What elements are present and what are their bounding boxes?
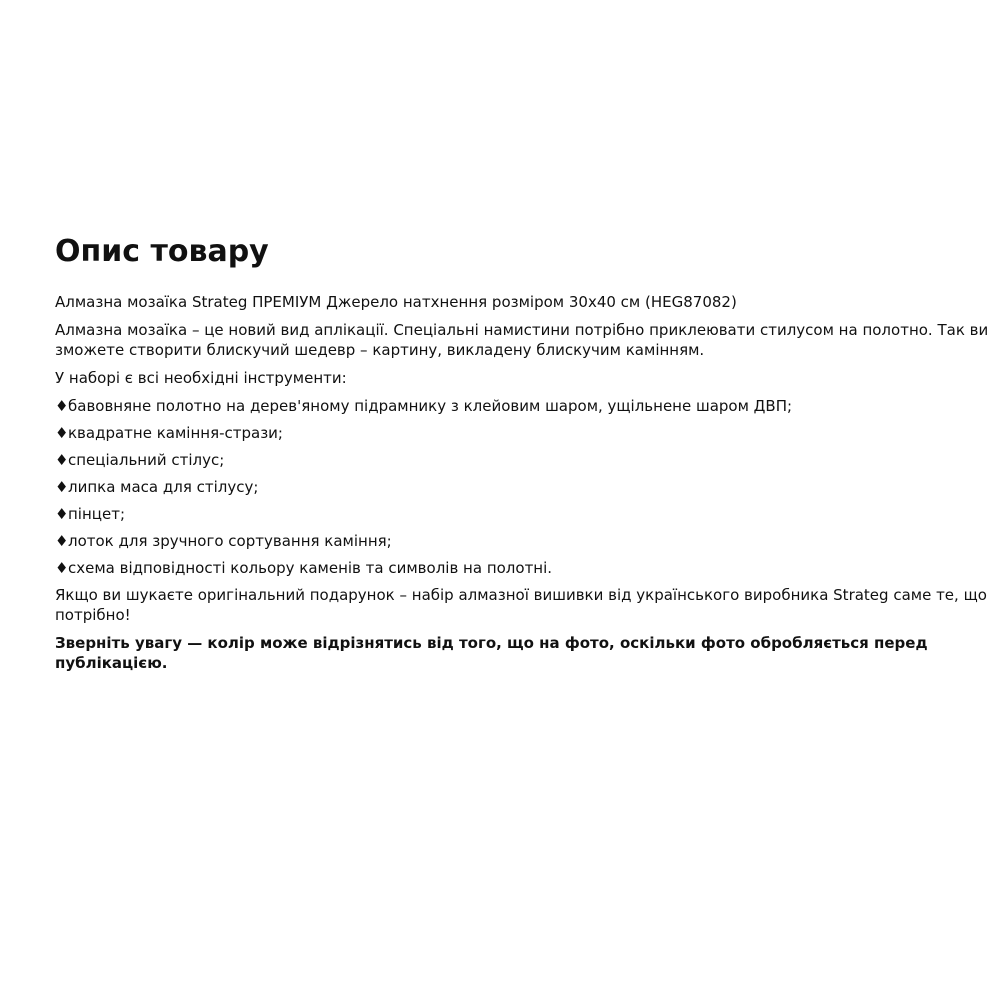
kit-heading: У наборі є всі необхідні інструменти: <box>55 369 347 387</box>
list-item <box>55 504 990 524</box>
diamond-bullet-icon: ♦ <box>55 424 69 442</box>
product-description <box>55 232 990 681</box>
page-title: Опис товару <box>55 234 269 269</box>
closing-paragraph: Якщо ви шукаєте оригінальний подарунок – набір алмазної вишивки від українського виробника Strateg саме те, що потрібно! <box>55 586 987 624</box>
list-item-text: спеціальний стілус; <box>68 451 225 469</box>
intro-paragraph: Алмазна мозаїка – це новий вид аплікації. Спеціальні намистини потрібно приклеювати стилусом на полотно. Так ви зможете створити блискучий шедевр – картину, викладену блискучим камінням. <box>55 321 989 359</box>
list-item <box>55 531 990 551</box>
list-item <box>55 450 990 470</box>
diamond-bullet-icon: ♦ <box>55 559 69 577</box>
list-item-text: пінцет; <box>68 505 126 523</box>
diamond-bullet-icon: ♦ <box>55 451 69 469</box>
diamond-bullet-icon: ♦ <box>55 505 69 523</box>
kit-list <box>55 396 990 578</box>
list-item-text: липка маса для стілусу; <box>68 478 259 496</box>
list-item-text: бавовняне полотно на дерев'яному підрамнику з клейовим шаром, ущільнене шаром ДВП; <box>68 397 793 415</box>
list-item <box>55 558 990 578</box>
list-item-text: схема відповідності кольору каменів та символів на полотні. <box>68 559 553 577</box>
list-item <box>55 396 990 416</box>
list-item-text: лоток для зручного сортування каміння; <box>68 532 392 550</box>
list-item <box>55 477 990 497</box>
list-item <box>55 423 990 443</box>
product-line: Алмазна мозаїка Strateg ПРЕМІУМ Джерело натхнення розміром 30х40 см (HEG87082) <box>55 293 737 311</box>
color-notice: Зверніть увагу — колір може відрізнятись від того, що на фото, оскільки фото обробляється перед публікацією. <box>55 634 928 672</box>
diamond-bullet-icon: ♦ <box>55 532 69 550</box>
diamond-bullet-icon: ♦ <box>55 478 69 496</box>
diamond-bullet-icon: ♦ <box>55 397 69 415</box>
list-item-text: квадратне каміння-стрази; <box>68 424 283 442</box>
